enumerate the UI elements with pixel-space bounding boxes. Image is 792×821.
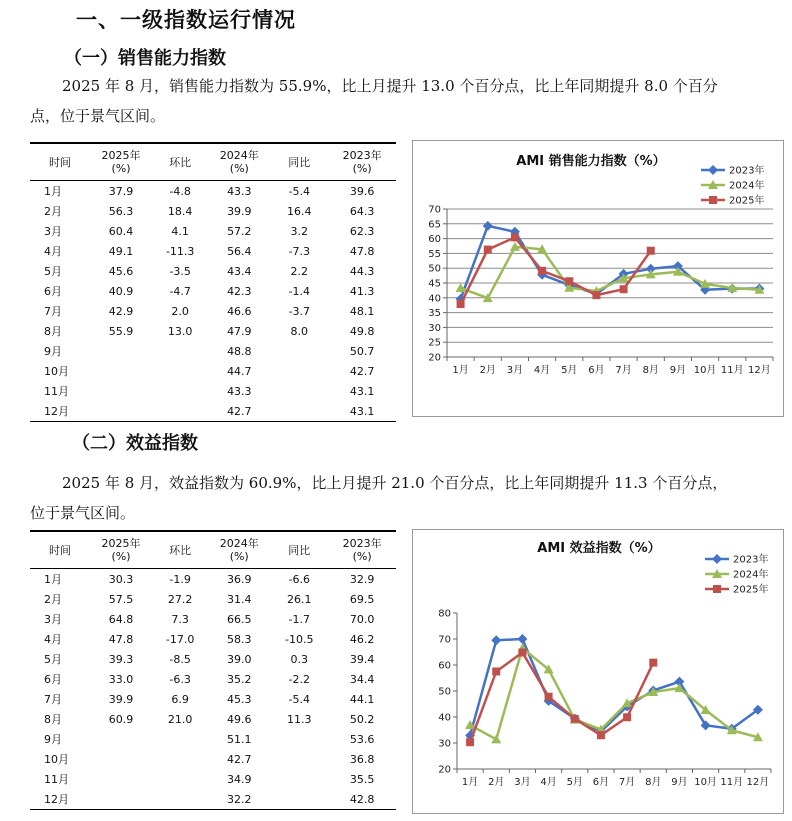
table-row — [30, 341, 396, 361]
x-tick-label: 8月 — [645, 777, 662, 788]
table-header-cell: 时间 — [30, 531, 90, 569]
sales-paragraph-line1: 2025 年 8 月，销售能力指数为 55.9%，比上月提升 13.0 个百分点，比上年同期提升 8.0 个百分 — [62, 77, 718, 95]
table-cell: 40.9 — [108, 284, 134, 298]
table-cell: 6月 — [44, 285, 62, 298]
table-cell: 1月 — [44, 185, 62, 198]
series-line — [470, 639, 758, 735]
table-cell: 42.7 — [349, 364, 375, 378]
table-cell: 12月 — [30, 789, 90, 810]
table-header-cell: 2023年 (%) — [328, 531, 396, 569]
table-cell: 55.9 — [108, 324, 134, 338]
y-tick-label: 70 — [428, 204, 441, 216]
x-tick-label: 5月 — [566, 777, 583, 788]
y-tick-label: 70 — [438, 634, 451, 646]
table-row — [30, 589, 396, 609]
data-point — [623, 713, 631, 721]
y-tick-label: 20 — [428, 352, 441, 364]
y-tick-label: 30 — [428, 322, 441, 334]
table-cell: 18.4 — [167, 204, 193, 218]
table-cell — [270, 361, 328, 381]
table-row — [30, 181, 396, 202]
table-cell: 8.0 — [290, 324, 309, 338]
x-tick-label: 8月 — [642, 365, 659, 376]
table-cell: 43.4 — [227, 264, 252, 278]
series-line — [470, 653, 653, 743]
table-cell: 3月 — [44, 613, 62, 626]
profit-chart — [412, 529, 784, 814]
x-tick-label: 2月 — [488, 777, 505, 788]
table-cell — [90, 361, 152, 381]
table-cell: 43.3 — [227, 384, 252, 398]
legend-label: 2025年 — [729, 195, 765, 207]
table-cell: 39.9 — [227, 204, 252, 218]
table-row — [30, 749, 396, 769]
table-cell: 11.3 — [287, 712, 312, 726]
table-header-cell: 2024年 (%) — [208, 531, 270, 569]
table-cell: -4.8 — [169, 184, 191, 198]
table-cell: 46.6 — [227, 304, 252, 318]
table-row — [30, 569, 396, 590]
table-row — [30, 669, 396, 689]
table-cell: 35.5 — [349, 772, 375, 786]
table-cell — [270, 341, 328, 361]
table-cell: 49.8 — [349, 324, 375, 338]
legend-label: 2023年 — [729, 165, 765, 177]
table-cell: 7月 — [44, 305, 62, 318]
y-tick-label: 80 — [438, 608, 451, 620]
table-cell: -5.4 — [288, 184, 311, 198]
table-cell: 43.1 — [328, 401, 396, 422]
table-cell: 50.7 — [349, 344, 375, 358]
table-cell: 57.2 — [227, 224, 252, 238]
y-tick-label: 45 — [428, 278, 441, 290]
table-cell: 39.6 — [349, 184, 375, 198]
table-cell: 47.9 — [227, 324, 252, 338]
y-tick-label: 55 — [428, 248, 441, 260]
table-cell: 34.9 — [226, 772, 252, 786]
data-point — [457, 300, 465, 308]
table-cell: 69.5 — [349, 592, 375, 606]
table-cell: 66.5 — [226, 612, 252, 626]
data-point — [565, 277, 573, 285]
y-tick-label: 40 — [428, 293, 441, 305]
y-tick-label: 65 — [428, 219, 441, 231]
table-cell: 12月 — [30, 401, 90, 422]
table-row — [30, 241, 396, 261]
table-cell: 5月 — [44, 265, 62, 278]
table-cell: 34.4 — [349, 672, 375, 686]
y-tick-label: 50 — [428, 263, 441, 275]
table-cell: 26.1 — [287, 592, 312, 606]
table-cell: 49.1 — [108, 244, 134, 258]
x-tick-label: 1月 — [452, 365, 469, 376]
table-cell: 4月 — [44, 245, 62, 258]
table-cell: 62.3 — [349, 224, 375, 238]
table-cell: 4.1 — [171, 224, 189, 238]
data-point — [483, 221, 493, 231]
table-cell: 32.9 — [349, 572, 375, 586]
table-cell: 48.8 — [227, 344, 252, 358]
legend-marker — [708, 165, 718, 175]
table-row — [30, 221, 396, 241]
table-cell: 43.1 — [349, 384, 375, 398]
table-cell: 42.9 — [108, 304, 134, 318]
data-point — [647, 247, 655, 255]
table-cell — [90, 769, 152, 789]
table-cell — [152, 361, 208, 381]
table-cell: 56.4 — [227, 244, 252, 258]
x-tick-label: 10月 — [694, 777, 717, 788]
x-tick-label: 6月 — [592, 777, 610, 788]
x-tick-label: 9月 — [669, 365, 687, 376]
table-row — [30, 401, 396, 422]
table-row — [30, 361, 396, 381]
data-point — [620, 285, 628, 293]
table-cell: 58.3 — [226, 632, 252, 646]
table-cell — [270, 789, 328, 810]
x-tick-label: 1月 — [461, 777, 479, 788]
sales-table — [30, 142, 396, 422]
table-cell: -1.9 — [169, 572, 191, 586]
x-tick-label: 7月 — [618, 777, 636, 788]
table-cell: 50.2 — [349, 712, 375, 726]
table-cell: -10.5 — [285, 632, 314, 646]
table-cell: 13.0 — [167, 324, 193, 338]
table-cell: 2.0 — [171, 304, 189, 318]
data-point — [518, 649, 526, 657]
table-cell: -7.3 — [288, 244, 311, 258]
x-tick-label: 11月 — [720, 365, 744, 376]
table-cell — [152, 749, 208, 769]
table-cell: 3月 — [44, 225, 62, 238]
table-cell: 41.3 — [349, 284, 375, 298]
table-row — [30, 629, 396, 649]
x-tick-label: 12月 — [746, 777, 770, 788]
data-point — [492, 668, 500, 676]
table-cell: 2月 — [44, 205, 62, 218]
data-point — [571, 715, 579, 723]
table-cell: 70.0 — [349, 612, 375, 626]
table-cell: 2.2 — [290, 264, 309, 278]
table-cell: 57.5 — [108, 592, 134, 606]
table-cell — [270, 381, 328, 401]
table-cell: 0.3 — [290, 652, 309, 666]
profit-table — [30, 530, 396, 810]
table-cell: 46.2 — [349, 632, 375, 646]
table-cell: 39.3 — [108, 652, 134, 666]
y-tick-label: 50 — [438, 686, 451, 698]
legend-label: 2024年 — [733, 569, 769, 581]
profit-paragraph — [30, 468, 782, 528]
table-cell: 2月 — [44, 593, 62, 606]
table-row — [30, 201, 396, 221]
table-cell: 44.3 — [349, 264, 375, 278]
table-header-cell: 2025年 (%) — [90, 143, 152, 181]
table-cell: 51.1 — [226, 732, 252, 746]
chart-title: AMI 销售能力指数（%） — [516, 154, 666, 169]
table-cell — [152, 381, 208, 401]
table-cell: 60.9 — [108, 712, 134, 726]
data-point — [592, 291, 600, 299]
y-tick-label: 20 — [438, 764, 451, 776]
table-cell — [270, 769, 328, 789]
x-tick-label: 9月 — [671, 777, 688, 788]
table-cell: 60.4 — [108, 224, 134, 238]
legend-label: 2023年 — [733, 554, 769, 566]
table-cell: 16.4 — [287, 204, 312, 218]
table-cell: 47.8 — [108, 632, 134, 646]
table-cell: 9月 — [44, 733, 62, 746]
sales-paragraph-line2: 点，位于景气区间。 — [30, 107, 166, 125]
table-header-cell: 时间 — [30, 143, 90, 181]
table-cell: 32.2 — [208, 789, 270, 810]
table-row — [30, 689, 396, 709]
table-row — [30, 301, 396, 321]
x-tick-label: 11月 — [720, 777, 744, 788]
table-row — [30, 709, 396, 729]
table-cell: 42.7 — [226, 752, 252, 766]
sales-chart-svg — [413, 141, 783, 416]
table-cell: 8月 — [44, 325, 62, 338]
table-cell: 44.7 — [227, 364, 252, 378]
x-tick-label: 3月 — [514, 777, 531, 788]
legend-marker — [712, 554, 722, 564]
sales-heading: （一）销售能力指数 — [64, 48, 226, 69]
data-point — [517, 634, 527, 644]
data-point — [649, 659, 657, 667]
table-cell — [90, 749, 152, 769]
table-cell: 39.0 — [226, 652, 252, 666]
table-cell: -3.7 — [288, 304, 311, 318]
table-cell: 45.3 — [226, 692, 252, 706]
table-cell: 3.2 — [290, 224, 309, 238]
table-cell — [152, 789, 208, 810]
table-row — [30, 381, 396, 401]
table-row — [30, 769, 396, 789]
table-cell — [152, 729, 208, 749]
table-cell: -11.3 — [165, 244, 195, 258]
table-cell — [90, 401, 152, 422]
table-cell: -17.0 — [165, 632, 195, 646]
table-cell: -2.2 — [288, 672, 310, 686]
table-cell: 7.3 — [171, 612, 189, 626]
data-point — [597, 731, 605, 739]
table-row — [30, 261, 396, 281]
table-header-cell: 环比 — [152, 531, 208, 569]
data-point — [466, 738, 474, 746]
table-header-cell: 同比 — [270, 531, 328, 569]
legend-marker — [713, 585, 721, 593]
table-cell: 8月 — [44, 713, 62, 726]
table-cell: 35.2 — [226, 672, 252, 686]
y-tick-label: 60 — [438, 660, 451, 672]
table-cell: 36.9 — [226, 572, 252, 586]
table-cell: 39.4 — [349, 652, 375, 666]
table-row — [30, 729, 396, 749]
profit-paragraph-line1: 2025 年 8 月，效益指数为 60.9%，比上月提升 21.0 个百分点，比上年同期提升 11.3 个百分点， — [62, 474, 728, 492]
table-cell: 5月 — [44, 653, 62, 666]
table-cell: 42.3 — [227, 284, 252, 298]
y-tick-label: 35 — [428, 308, 441, 320]
table-cell: 1月 — [44, 573, 62, 586]
table-cell — [152, 401, 208, 422]
data-point — [484, 246, 492, 254]
table-cell — [90, 341, 152, 361]
table-cell: 30.3 — [108, 572, 134, 586]
chart-title: AMI 效益指数（%） — [537, 541, 661, 556]
table-cell: 10月 — [44, 753, 69, 766]
table-cell: -5.4 — [288, 692, 310, 706]
table-cell: -1.4 — [288, 284, 311, 298]
table-cell: 33.0 — [108, 672, 134, 686]
table-cell — [90, 789, 152, 810]
table-header-cell: 2025年 (%) — [90, 531, 152, 569]
y-tick-label: 60 — [428, 234, 441, 246]
table-cell — [270, 729, 328, 749]
table-cell: 21.0 — [167, 712, 193, 726]
x-tick-label: 4月 — [533, 365, 551, 376]
table-cell: 36.8 — [349, 752, 375, 766]
table-cell — [270, 401, 328, 422]
profit-heading: （二）效益指数 — [72, 433, 198, 454]
x-tick-label: 6月 — [588, 365, 605, 376]
table-cell: 53.6 — [349, 732, 375, 746]
table-cell: 11月 — [44, 773, 69, 786]
table-cell: 44.1 — [349, 692, 375, 706]
table-cell: 42.8 — [328, 789, 396, 810]
table-cell: 7月 — [44, 693, 62, 706]
data-point — [538, 267, 546, 275]
table-cell: 42.7 — [208, 401, 270, 422]
table-cell — [152, 341, 208, 361]
x-tick-label: 7月 — [615, 365, 632, 376]
legend-marker — [709, 196, 717, 204]
table-cell: -6.6 — [288, 572, 310, 586]
table-cell: 39.9 — [108, 692, 134, 706]
table-cell — [152, 769, 208, 789]
table-cell: -4.7 — [169, 284, 191, 298]
table-cell: 47.8 — [349, 244, 375, 258]
table-row — [30, 321, 396, 341]
table-row — [30, 281, 396, 301]
y-tick-label: 30 — [438, 738, 451, 750]
table-header-cell: 环比 — [152, 143, 208, 181]
data-point — [511, 233, 519, 241]
table-cell: 37.9 — [108, 184, 134, 198]
table-header-cell: 2023年 (%) — [328, 143, 396, 181]
table-cell: 6.9 — [171, 692, 189, 706]
table-row — [30, 789, 396, 810]
sales-paragraph — [30, 71, 782, 131]
y-tick-label: 40 — [438, 712, 451, 724]
table-cell: 6月 — [44, 673, 62, 686]
data-point — [545, 693, 553, 701]
data-point — [491, 635, 501, 645]
x-tick-label: 3月 — [506, 365, 524, 376]
table-cell: 43.3 — [227, 184, 252, 198]
y-tick-label: 25 — [428, 337, 441, 349]
legend-label: 2025年 — [733, 584, 769, 596]
table-cell: 11月 — [44, 385, 69, 398]
table-cell: 64.3 — [349, 204, 375, 218]
table-row — [30, 649, 396, 669]
table-cell: -3.5 — [169, 264, 191, 278]
table-cell: 4月 — [44, 633, 62, 646]
table-cell: 31.4 — [226, 592, 252, 606]
table-cell: 49.6 — [226, 712, 252, 726]
table-cell: 56.3 — [108, 204, 134, 218]
table-cell: 10月 — [44, 365, 69, 378]
table-cell — [90, 729, 152, 749]
table-cell: 48.1 — [349, 304, 375, 318]
table-cell: 9月 — [44, 345, 62, 358]
x-tick-label: 12月 — [748, 365, 771, 376]
section-title: 一、一级指数运行情况 — [76, 8, 296, 32]
table-header-cell: 2024年 (%) — [208, 143, 270, 181]
x-tick-label: 4月 — [540, 777, 557, 788]
table-cell — [90, 381, 152, 401]
table-cell — [270, 749, 328, 769]
table-cell: -1.7 — [288, 612, 310, 626]
x-tick-label: 2月 — [479, 365, 496, 376]
table-cell: 45.6 — [108, 264, 134, 278]
table-cell: -8.5 — [169, 652, 191, 666]
table-cell: -6.3 — [169, 672, 191, 686]
x-tick-label: 5月 — [561, 365, 578, 376]
x-tick-label: 10月 — [693, 365, 717, 376]
table-header-cell: 同比 — [270, 143, 328, 181]
table-cell: 27.2 — [167, 592, 193, 606]
sales-chart — [412, 140, 784, 417]
profit-chart-svg — [413, 530, 783, 813]
legend-label: 2024年 — [729, 180, 765, 192]
table-row — [30, 609, 396, 629]
profit-paragraph-line2: 位于景气区间。 — [30, 504, 136, 522]
table-cell: 64.8 — [108, 612, 134, 626]
